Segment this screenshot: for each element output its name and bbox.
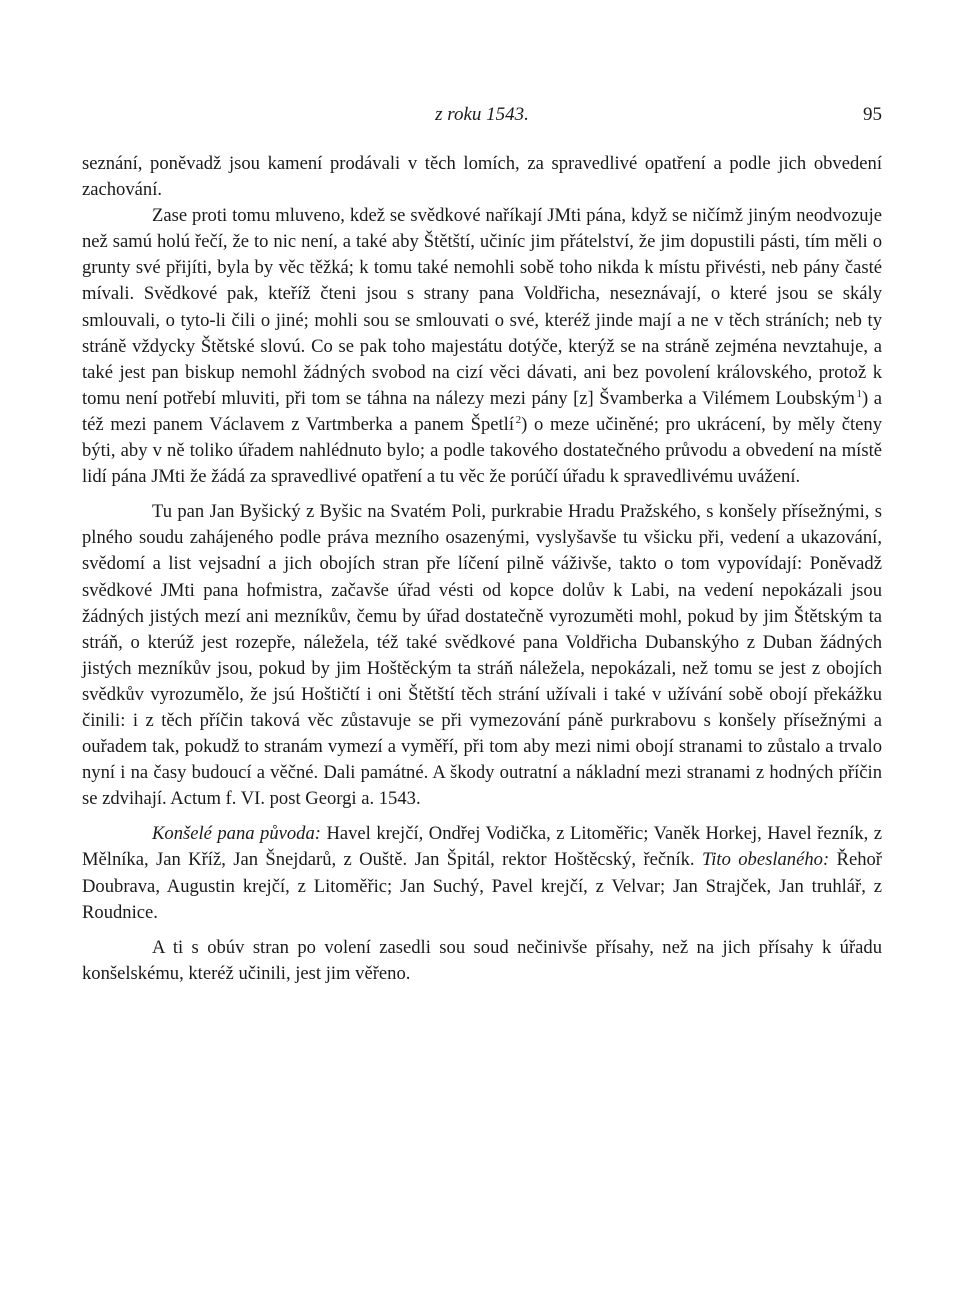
- paragraph-closing: [82, 935, 882, 987]
- paragraph-jurors: [82, 821, 882, 925]
- running-title: z roku 1543.: [435, 104, 529, 125]
- paragraph-text: Řehoř Doubrava, Augustin krejčí, z Litoměřic; Jan Suchý, Pavel krejčí, z Velvar; Jan Strajček, Jan truhlář, z Roudnice.: [82, 849, 882, 923]
- paragraph-text: Havel krejčí, Ondřej Vodička, z Litoměřic; Vaněk Horkej, Havel řezník, z Mělníka, Jan Kříž, Jan Šnejdarů, z Ouště. Jan Špitál, rektor Hoštěcský, řečník.: [82, 823, 882, 871]
- page-number: 95: [863, 104, 882, 125]
- paragraph-counterargument: [82, 203, 882, 490]
- footnote-marker: 1: [856, 387, 863, 400]
- jurors-label: Konšelé pana původa:: [152, 823, 321, 845]
- paragraph-continuation: [82, 151, 882, 203]
- paragraph-text: Tu pan Jan Byšický z Byšic na Svatém Poli, purkrabie Hradu Pražského, s konšely přísežnými, s plného soudu zahájeného podle práva mezního osazenými, vyslyšavše tu všicku při, vedení a ukazování, svědomí a list vejsadní a jich obojích stran pře líčení pilně váživše, takto o tom vypovídají: Poněvadž svědkové JMti pana hofmistra, začavše úřad vésti od kopce dolův k Labi, na vedení nepokázali jsou žádných jistých mezí ani mezníkův, čemu by úřad dostatečně vyrozuměti mohl, pokud by jim Štětským ta stráň, o kterúž jest rozepře, náležela, též také svědkové pana Voldřicha Dubanskýho z Duban žádných jistých mezníkův jsou, pokud by jim Hoštěckým ta stráň náležela, nepokázali, než tomu se jest z obojích svědkův vyrozumělo, že jsú Hoštičtí i oni Štětští těch strání užívali i také v užívání sobě obojí překážku činili: i z těch příčin taková věc zůstavuje se při vymezování páně purkrabovu s konšely přísežnými a ouřadem tak, pokudž to stranám vymezí a vyměří, při tom aby mezi nimi obojí stranami to zůstalo a trvalo nyní i na časy budoucí a věčné. Dali památné. A škody outratní a nákladní mezi stranami z hodných příčin se zdvihají. Actum f. VI. post Georgi a. 1543.: [82, 501, 882, 810]
- paragraph-text: ) a též mezi panem Václavem z Vartmberka a panem Špetlí: [82, 387, 883, 435]
- page-header: [82, 104, 882, 130]
- footnote-marker: 2: [515, 413, 522, 426]
- paragraph-text: seznání, poněvadž jsou kamení prodávali v těch lomích, za spravedlivé opatření a podle jich obvedení zachování.: [82, 153, 882, 201]
- jurors-label: Tito obeslaného:: [701, 849, 830, 871]
- paragraph-text: ) o meze učiněné; pro ukrácení, by měly čteny býti, aby v ně toliko úřadem nahlédnuto bylo; a podle takového dostatečného průvodu a obvedení na místě lidí pána JMti že žádá za spravedlivé opatření a tu věc že porúčí úřadu k spravedlivému uvážení.: [82, 413, 883, 488]
- paragraph-text: Zase proti tomu mluveno, kdež se svědkové naříkají JMti pána, když se ničímž jiným neodvozuje než samú holú řečí, že to nic není, a také aby Štětští, učiníc jim přátelství, že jim dopustili pásti, tím měli o grunty své přijíti, byla by věc těžká; k tomu také nemohli sobě toho nikda k místu přivésti, neb pány časté mívali. Svědkové pak, kteříž čteni jsou s strany pana Voldřicha, neseznávají, o které jsou se skály smlouvali, o tyto-li čili o jiné; mohli sou se smlouvati o své, kteréž jinde mají a ne v těch stráních; neb ty stráně vždycky Štětské slovú. Co se pak toho majestátu dotýče, kterýž se na stráně zejména nevztahuje, a také jest pan biskup nemohl žádných svobod na cizí věci dávati, ani bez povolení královského, protož k tomu není potřebí mluviti, při tom se táhna na nálezy mezi pány [z] Švamberka a Vilémem Loubským: [82, 205, 882, 409]
- paragraph-verdict: [82, 499, 882, 812]
- paragraph-text: A ti s obúv stran po volení zasedli sou soud nečinivše přísahy, než na jich přísahy k úřadu konšelskému, kteréž učinili, jest jim věřeno.: [82, 936, 882, 984]
- body-text: [82, 151, 882, 987]
